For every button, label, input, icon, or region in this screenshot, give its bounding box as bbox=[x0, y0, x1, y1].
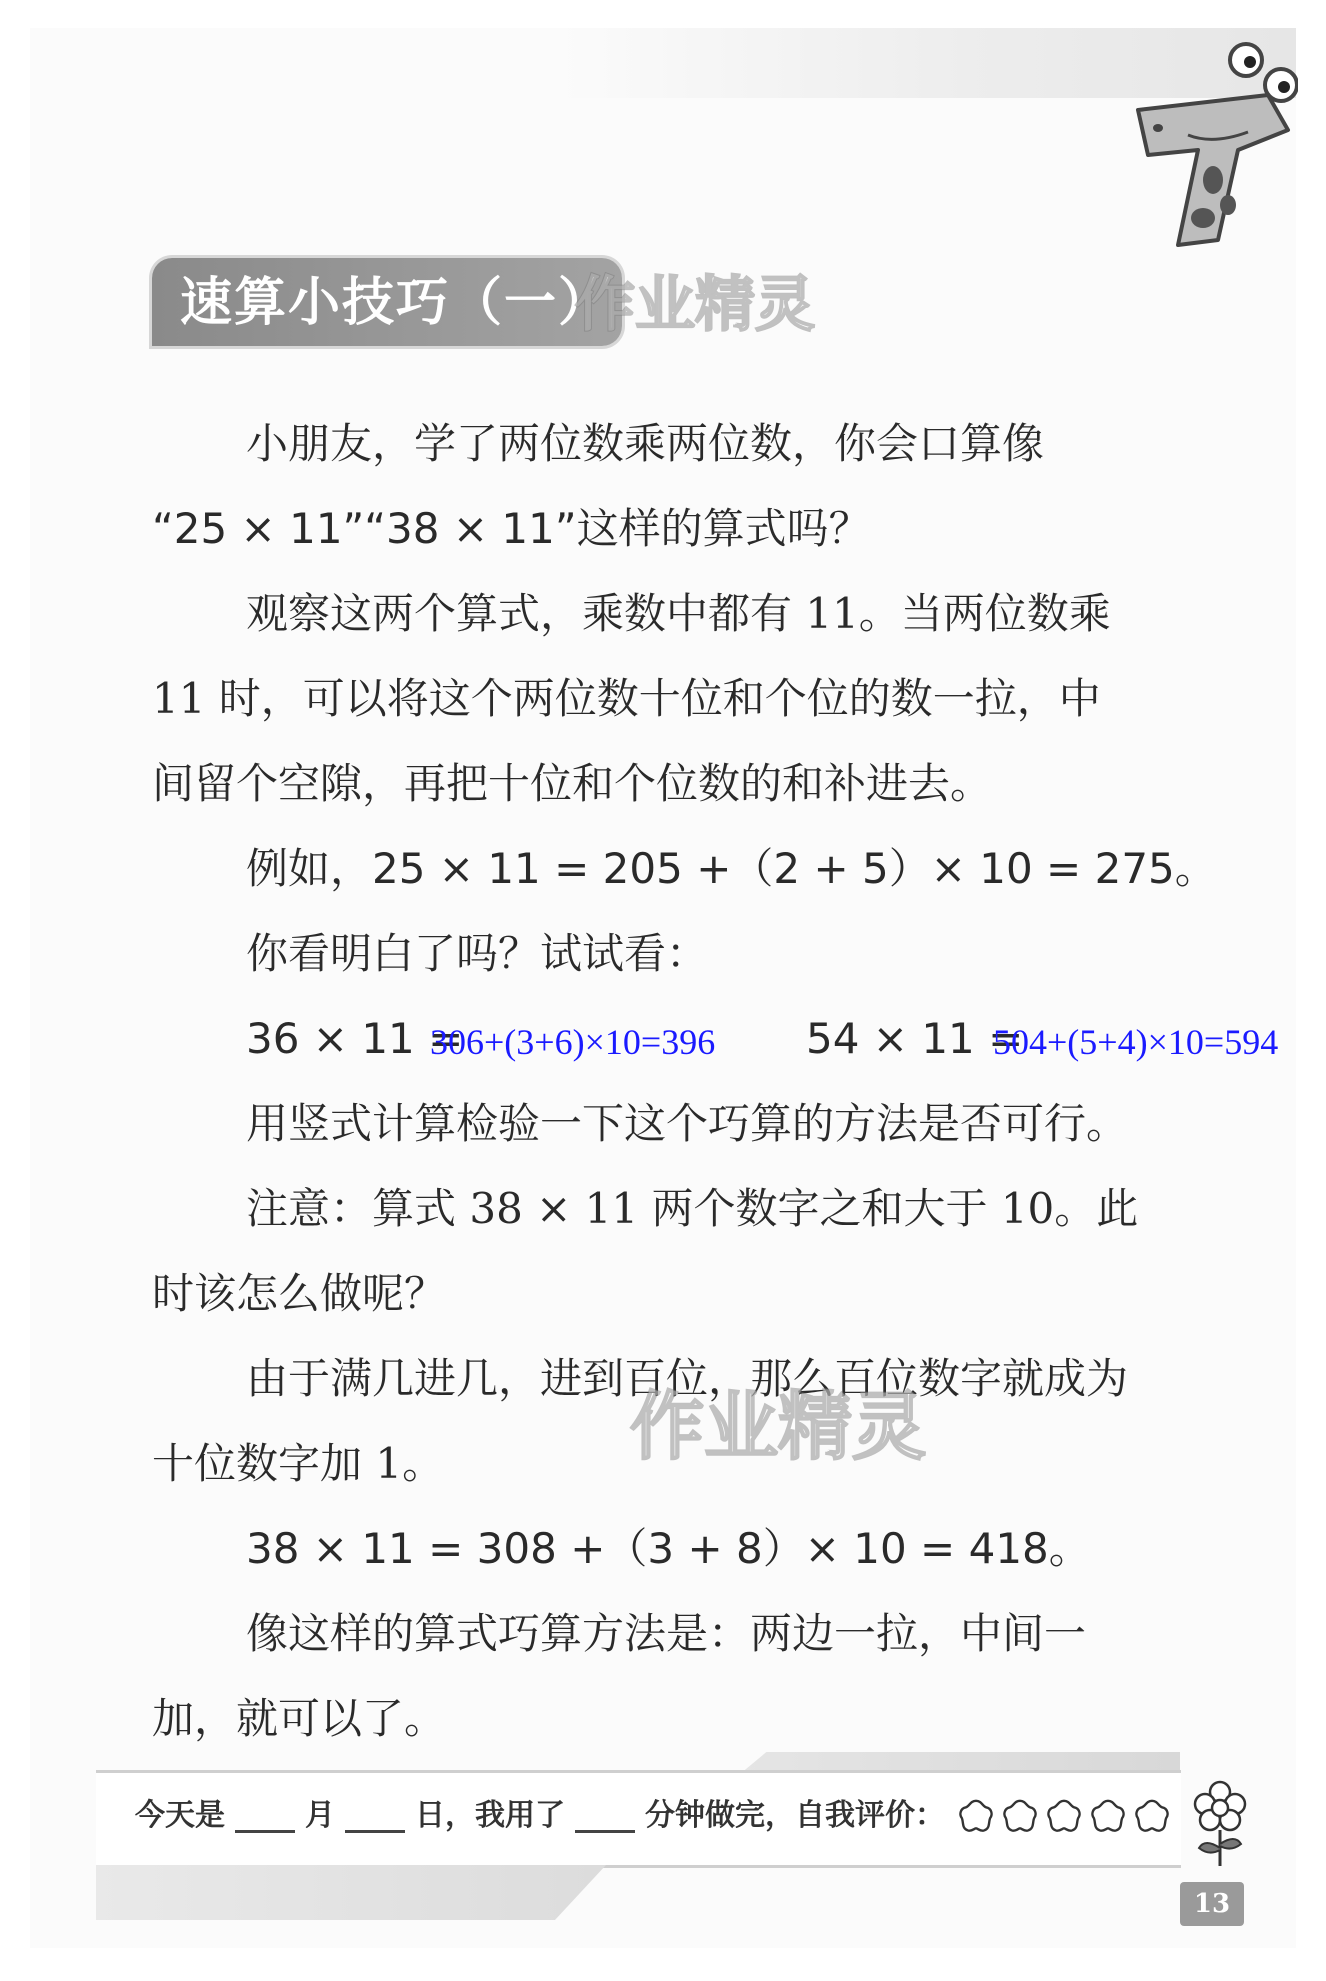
flower-icon bbox=[1185, 1778, 1255, 1868]
verify-line: 用竖式计算检验一下这个巧算的方法是否可行。 bbox=[246, 1099, 1129, 1148]
rating-flower-icon[interactable] bbox=[1089, 1797, 1127, 1835]
carry-line-1: 由于满几进几，进到百位，那么百位数字就成为 bbox=[246, 1354, 1129, 1403]
month-blank[interactable] bbox=[235, 1800, 295, 1833]
summary-line-1: 像这样的算式巧算方法是：两边一拉，中间一 bbox=[246, 1609, 1087, 1658]
minutes-label: 分钟做完，自我评价： bbox=[645, 1798, 945, 1833]
page-number: 13 bbox=[1180, 1882, 1244, 1926]
giraffe-seven-mascot bbox=[1118, 40, 1298, 250]
paragraph-intro-line-2: “25 × 11”“38 × 11”这样的算式吗？ bbox=[152, 504, 871, 553]
example-line: 例如，25 × 11 = 205 +（2 + 5）× 10 = 275。 bbox=[246, 844, 1217, 893]
day-label: 日，我用了 bbox=[415, 1798, 565, 1833]
note-line-2: 时该怎么做呢？ bbox=[152, 1269, 447, 1318]
example-2-line: 38 × 11 = 308 +（3 + 8）× 10 = 418。 bbox=[246, 1524, 1091, 1573]
paragraph-observe-line-2: 11 时，可以将这个两位数十位和个位的数一拉，中 bbox=[152, 674, 1101, 723]
rating-flower-icon[interactable] bbox=[1045, 1797, 1083, 1835]
today-label: 今天是 bbox=[135, 1798, 225, 1833]
paragraph-observe-line-3: 间留个空隙，再把十位和个位数的和补进去。 bbox=[152, 759, 993, 808]
paragraph-observe-line-1: 观察这两个算式，乘数中都有 11。当两位数乘 bbox=[246, 589, 1111, 638]
summary-line-2: 加，就可以了。 bbox=[152, 1694, 447, 1743]
self-assessment-text bbox=[135, 1790, 1171, 1842]
try-prompt: 你看明白了吗？试试看： bbox=[246, 929, 709, 978]
rating-flower-icon[interactable] bbox=[957, 1797, 995, 1835]
carry-line-2: 十位数字加 1。 bbox=[152, 1439, 445, 1488]
month-label: 月 bbox=[305, 1798, 335, 1833]
rating-flower-icon[interactable] bbox=[1001, 1797, 1039, 1835]
exercise-2-label: 54 × 11 = bbox=[806, 1014, 1024, 1063]
page-title: 速算小技巧（一） bbox=[180, 273, 613, 333]
rating-flower-icon[interactable] bbox=[1133, 1797, 1171, 1835]
paragraph-intro-line-1: 小朋友，学了两位数乘两位数，你会口算像 bbox=[246, 419, 1045, 468]
rating-flowers bbox=[957, 1797, 1171, 1835]
minutes-blank[interactable] bbox=[575, 1800, 635, 1833]
exercise-2-answer: 504+(5+4)×10=594 bbox=[993, 1022, 1279, 1062]
footer-decoration-bottom bbox=[96, 1865, 606, 1920]
watermark-middle: 作业精灵 bbox=[630, 1384, 926, 1470]
day-blank[interactable] bbox=[345, 1800, 405, 1833]
exercise-1-answer: 306+(3+6)×10=396 bbox=[430, 1022, 716, 1062]
exercise-1-label: 36 × 11 = bbox=[246, 1014, 464, 1063]
note-line-1: 注意：算式 38 × 11 两个数字之和大于 10。此 bbox=[246, 1184, 1139, 1233]
watermark-top: 作业精灵 bbox=[575, 270, 815, 340]
